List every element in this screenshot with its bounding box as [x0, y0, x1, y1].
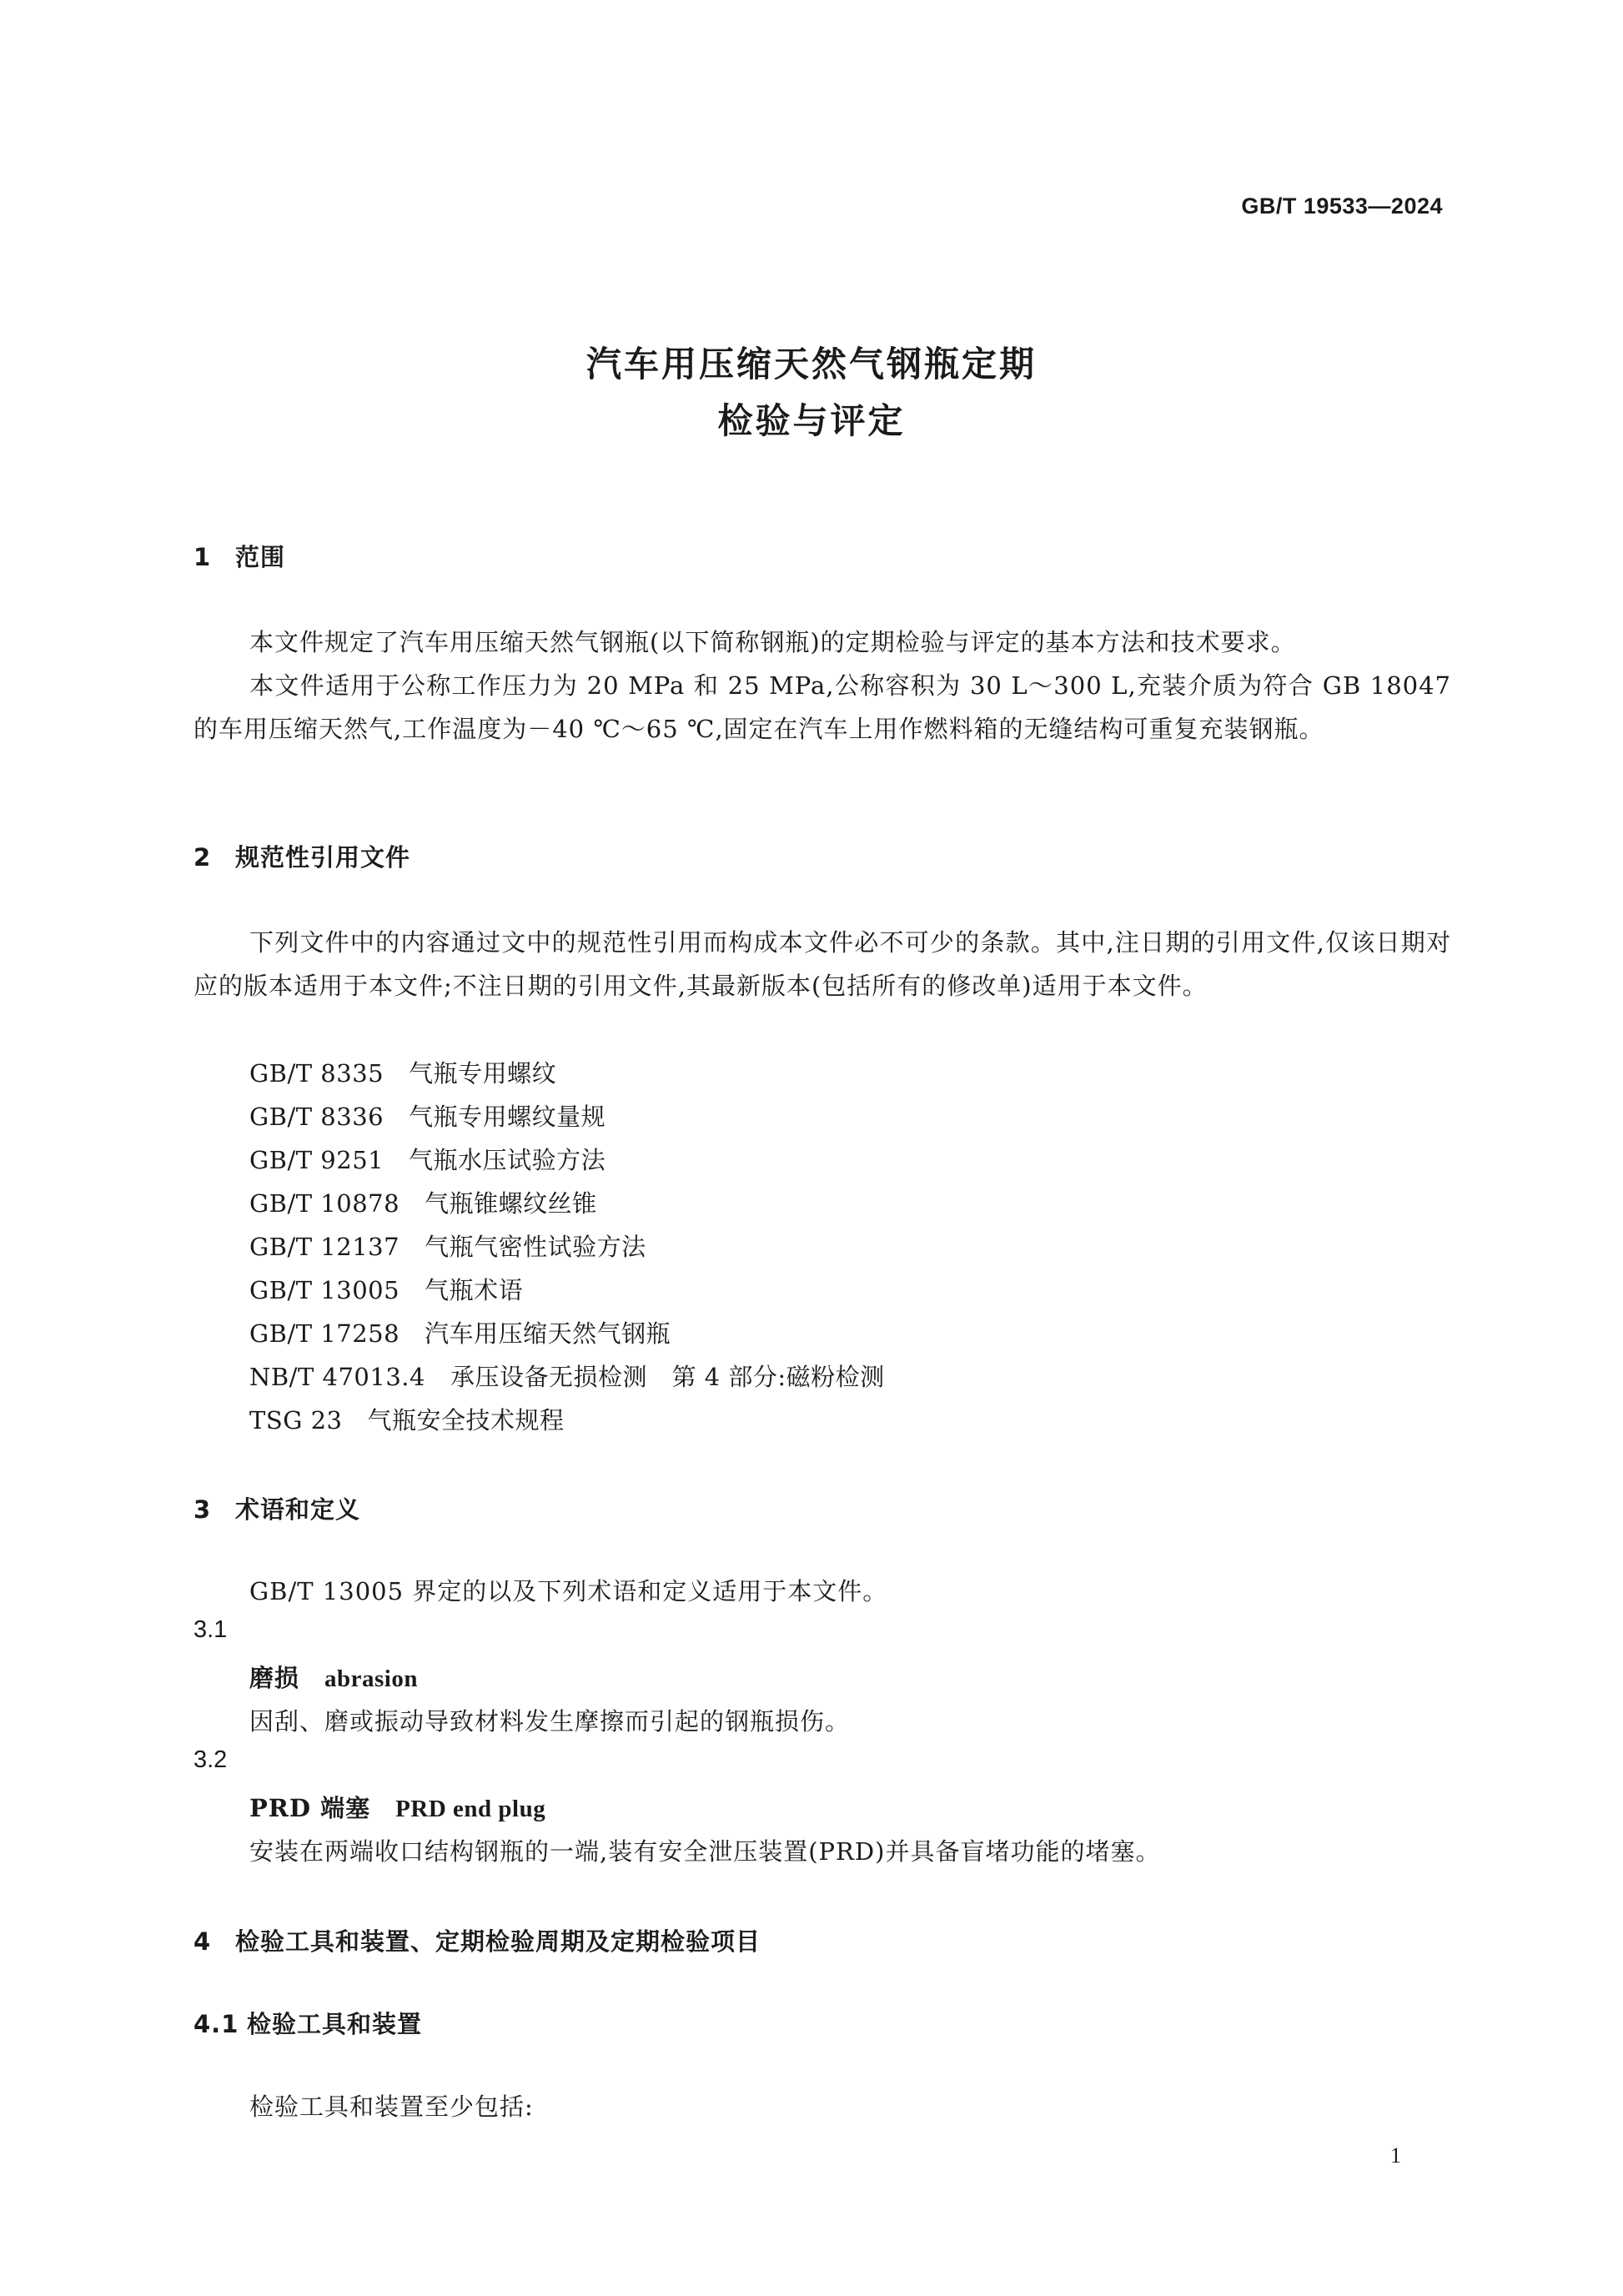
document-title-line-2: 检验与评定: [717, 400, 906, 441]
reference-item: [249, 1315, 671, 1349]
section-2-heading: [193, 839, 410, 873]
reference-item: [249, 1185, 597, 1219]
reference-item: [249, 1142, 605, 1176]
term-number: 3.1: [193, 1616, 228, 1643]
reference-item: [249, 1359, 885, 1393]
subsection-4-1-paragraph: 检验工具和装置至少包括:: [249, 2093, 534, 2121]
reference-title: 气瓶专用螺纹量规: [409, 1103, 606, 1131]
section-title: 检验工具和装置、定期检验周期及定期检验项目: [235, 1927, 761, 1956]
term-definition: 安装在两端收口结构钢瓶的一端,装有安全泄压装置(PRD)并具备盲堵功能的堵塞。: [249, 1837, 1161, 1866]
section-number: 3: [193, 1495, 212, 1524]
section-title: 术语和定义: [235, 1495, 361, 1524]
section-number: 1: [193, 543, 212, 571]
reference-code: GB/T 17258: [249, 1319, 400, 1348]
reference-item: [249, 1272, 523, 1306]
reference-title: 气瓶安全技术规程: [367, 1406, 565, 1434]
reference-item: [249, 1055, 556, 1089]
section-1-paragraph-1: 本文件规定了汽车用压缩天然气钢瓶(以下简称钢瓶)的定期检验与评定的基本方法和技术要求。: [249, 628, 1296, 656]
reference-item: [249, 1098, 605, 1133]
reference-title: 气瓶专用螺纹: [409, 1059, 557, 1088]
reference-code: GB/T 9251: [249, 1146, 384, 1174]
term-name: [249, 1660, 418, 1694]
subsection-title: 检验工具和装置: [247, 2010, 423, 2038]
term-name-zh: PRD 端塞: [249, 1794, 371, 1822]
reference-title: 气瓶锥螺纹丝锥: [425, 1189, 597, 1218]
reference-code: NB/T 47013.4: [249, 1363, 425, 1391]
term-name-en: abrasion: [324, 1665, 418, 1692]
section-2-paragraph: 下列文件中的内容通过文中的规范性引用而构成本文件必不可少的条款。其中,注日期的引用文件,仅该日期对应的版本适用于本文件;不注日期的引用文件,其最新版本(包括所有的修改单)适用于本文件。: [193, 928, 1451, 1000]
section-3-intro: GB/T 13005 界定的以及下列术语和定义适用于本文件。: [249, 1577, 888, 1605]
reference-title: 气瓶水压试验方法: [409, 1146, 606, 1174]
term-name: [249, 1790, 545, 1824]
term-name-en: PRD end plug: [395, 1796, 546, 1822]
section-1-heading: [193, 539, 285, 573]
reference-title: 汽车用压缩天然气钢瓶: [425, 1319, 671, 1348]
reference-title: 气瓶术语: [425, 1276, 524, 1304]
reference-code: GB/T 8335: [249, 1059, 384, 1088]
subsection-number: 4.1: [193, 2010, 239, 2038]
term-definition: 因刮、磨或振动导致材料发生摩擦而引起的钢瓶损伤。: [249, 1707, 851, 1736]
section-4-heading: [193, 1923, 761, 1957]
section-3-heading: [193, 1491, 360, 1525]
reference-code: GB/T 13005: [249, 1276, 400, 1304]
reference-code: TSG 23: [249, 1406, 343, 1434]
page-number: 1: [1390, 2143, 1401, 2168]
document-title-line-1: 汽车用压缩天然气钢瓶定期: [585, 344, 1037, 384]
term-name-zh: 磨损: [249, 1664, 300, 1692]
reference-code: GB/T 10878: [249, 1189, 400, 1218]
reference-title: 气瓶气密性试验方法: [425, 1233, 646, 1261]
standard-code: GB/T 19533—2024: [1241, 193, 1443, 219]
section-1-paragraph-2: 本文件适用于公称工作压力为 20 MPa 和 25 MPa,公称容积为 30 L～300 L,充装介质为符合 GB 18047 的车用压缩天然气,工作温度为－40 ℃～65 ℃,固定在汽车上用作燃料箱的无缝结构可重复充装钢瓶。: [193, 671, 1451, 743]
section-title: 规范性引用文件: [235, 843, 411, 872]
section-title: 范围: [235, 543, 286, 571]
reference-code: GB/T 8336: [249, 1103, 384, 1131]
reference-title: 承压设备无损检测 第 4 部分:磁粉检测: [450, 1363, 885, 1391]
reference-item: [249, 1402, 565, 1436]
subsection-4-1-heading: [193, 2006, 422, 2040]
reference-code: GB/T 12137: [249, 1233, 400, 1261]
reference-item: [249, 1228, 646, 1263]
term-number: 3.2: [193, 1746, 228, 1773]
section-number: 2: [193, 843, 212, 872]
section-number: 4: [193, 1927, 212, 1956]
